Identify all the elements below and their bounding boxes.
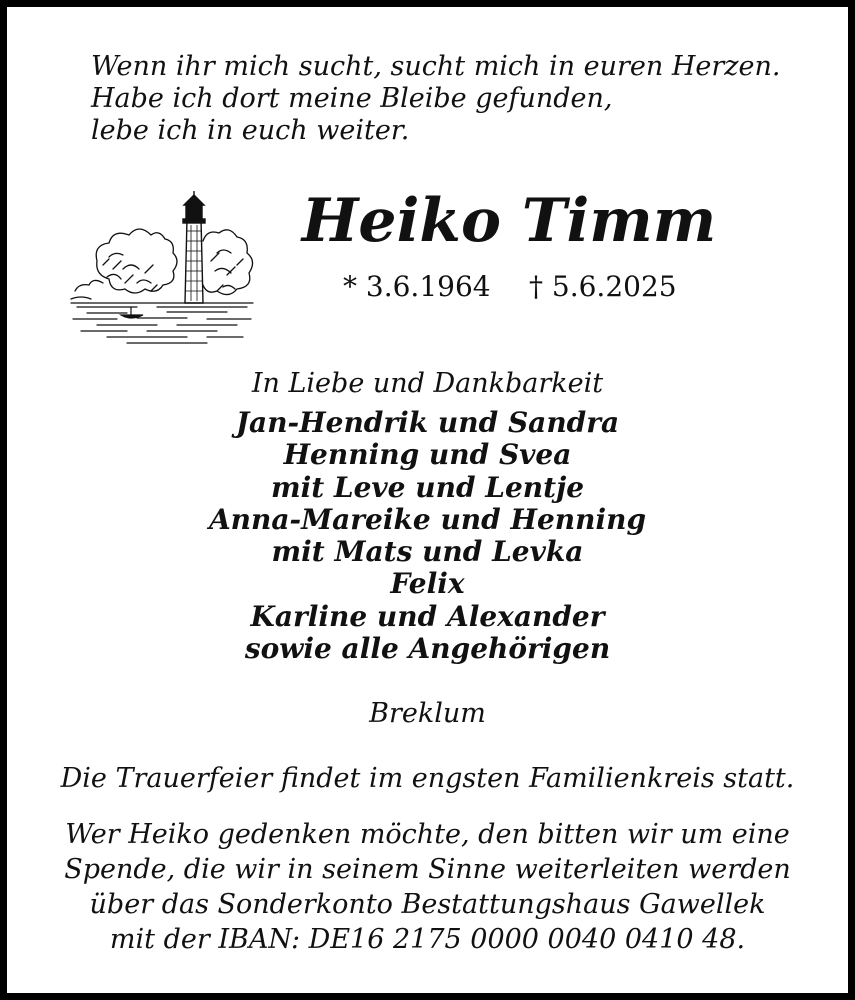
mourner-line: mit Mats und Levka	[271, 535, 584, 569]
donation-request	[7, 817, 848, 957]
verse-line: lebe ich in euch weiter.	[91, 115, 410, 146]
verse-line: Wenn ihr mich sucht, sucht mich in euren Herzen.	[91, 51, 781, 82]
donation-line: Spende, die wir in seinem Sinne weiterleiten werden	[64, 854, 791, 885]
memorial-verse	[91, 51, 811, 147]
donation-line: über das Sonderkonto Bestattungshaus Gawellek	[89, 889, 766, 920]
funeral-notice: Die Trauerfeier findet im engsten Familienkreis statt.	[60, 763, 795, 794]
mourner-line: Karline und Alexander	[250, 599, 605, 633]
birth-date: * 3.6.1964	[343, 270, 491, 303]
deceased-name: Heiko Timm	[301, 186, 717, 256]
mourner-line: sowie alle Angehörigen	[244, 632, 611, 666]
mourner-line: Felix	[390, 567, 465, 601]
donation-line: mit der IBAN: DE16 2175 0000 0040 0410 48.	[109, 924, 746, 955]
death-date: † 5.6.2025	[529, 270, 677, 303]
donation-line: Wer Heiko gedenken möchte, den bitten wir um eine	[65, 819, 790, 850]
mourner-line: Henning und Svea	[283, 438, 572, 472]
mourner-line: Jan-Hendrik und Sandra	[235, 406, 620, 439]
mourners-intro: In Liebe und Dankbarkeit	[251, 368, 604, 399]
mourner-line: mit Leve und Lentje	[270, 470, 585, 504]
mourners-list	[7, 407, 848, 665]
verse-line: Habe ich dort meine Bleibe gefunden,	[91, 83, 613, 114]
lighthouse-icon	[67, 191, 257, 351]
mourner-line: Anna-Mareike und Henning	[208, 502, 647, 536]
place-name: Breklum	[369, 698, 486, 729]
